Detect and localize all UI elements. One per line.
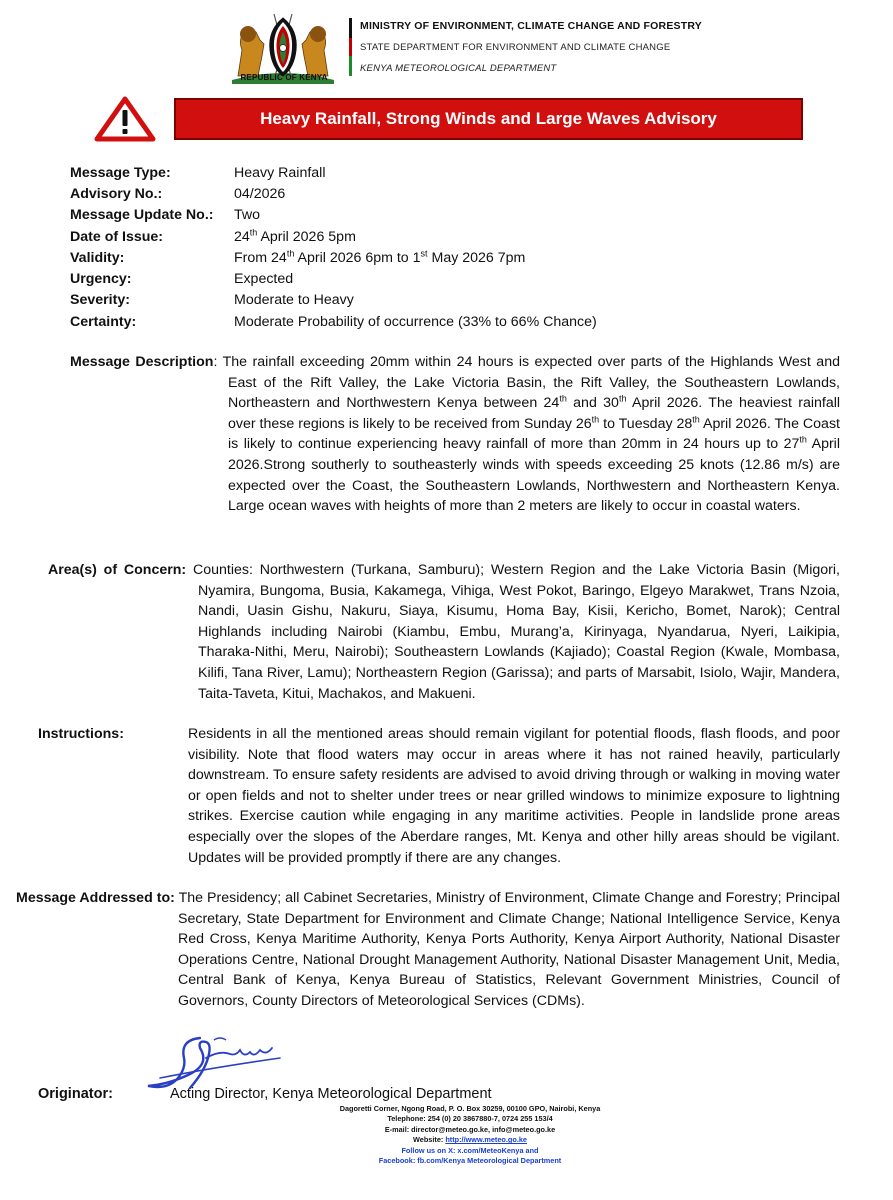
footer-email: E-mail: director@meteo.go.ke, info@meteo.go.ke: [384, 1124, 556, 1134]
ministry-name: MINISTRY OF ENVIRONMENT, CLIMATE CHANGE AND FORESTRY: [360, 20, 702, 32]
meta-value: 24th April 2026 5pm: [234, 226, 356, 245]
meta-value: From 24th April 2026 6pm to 1st May 2026 7pm: [234, 248, 526, 266]
originator-label: Originator:: [38, 1086, 113, 1102]
footer-follow-x: Follow us on X: x.com/MeteoKenya and: [401, 1145, 539, 1155]
instructions-text: Residents in all the mentioned areas should remain vigilant for potential floods, flash floods, and poor visibility. Note that flood waters may occur in areas where it has not rained heavily, particularly downstream. To ensure safety residents are advised to avoid driving through or walking in moving water or open fields and not to shelter under trees or near grilled windows to minimize exposure to lightning strikes. Exercise caution while engaging in any maritime activities. People in landslide prone areas especially over the slopes of the Aberdare ranges, Mt. Kenya and other hilly areas should be vigilant. Updates will be provided promptly if there are any changes.: [188, 726, 840, 866]
contact-footer: [270, 1104, 670, 1166]
header-bar-green: [349, 56, 352, 76]
description-label: Message Description: [70, 354, 214, 370]
meta-value: Expected: [234, 271, 294, 288]
areas-label: Area(s) of Concern:: [48, 562, 187, 578]
addressed-text: The Presidency; all Cabinet Secretaries, Ministry of Environment, Climate Change and Forestry; Principal Secretary, State Department for Environment and Climate Change; National Intelligence Service, Kenya Red Cross, Kenya Maritime Authority, Kenya Ports Authority, Kenya Airport Authority, National Disaster Operations Centre, National Drought Management Authority, National Disaster Management Unit, Media, Central Bank of Kenya, Kenya Bureau of Statistics, Relevant Government Ministries, Council of Governors, County Directors of Meteorological Services (CDMs).: [178, 890, 840, 1009]
header-bar-red: [349, 38, 352, 56]
meta-label: Date of Issue:: [70, 228, 164, 245]
meta-label: Urgency:: [70, 271, 132, 288]
header-bar-black: [349, 18, 352, 38]
description-text: : The rainfall exceeding 20mm within 24 hours is expected over parts of the Highlands West and East of the Rift Valley, the Lake Victoria Basin, the Rift Valley, the Southeastern Lowlands, Northeastern and Northwestern Kenya between 24th and 30th April 2026. The heaviest rainfall over these regions is likely to be received from Sunday 26th to Tuesday 28th April 2026. The Coast is likely to continue experiencing heavy rainfall of more than 20mm in 24 hours up to 27th April 2026.Strong southerly to southeasterly winds with speeds exceeding 25 knots (12.86 m/s) are expected over the Coast, the Southeastern Lowlands, Northwestern and Northeastern Kenya. Large ocean waves with heights of more than 2 meters are likely to occur in coastal waters.: [213, 354, 841, 515]
footer-telephone: Telephone: 254 (0) 20 3867880-7, 0724 255 153/4: [387, 1114, 553, 1124]
advisory-title: Heavy Rainfall, Strong Winds and Large Waves Advisory: [260, 109, 717, 128]
message-addressed-to: [16, 888, 840, 1012]
meta-row-date-of-issue: [70, 226, 830, 247]
department-name: KENYA METEOROLOGICAL DEPARTMENT: [360, 63, 557, 74]
emblem-caption: REPUBLIC OF KENYA: [240, 73, 328, 82]
originator-text: Acting Director, Kenya Meteorological Department: [170, 1086, 492, 1102]
state-department-name: STATE DEPARTMENT FOR ENVIRONMENT AND CLIMATE CHANGE: [360, 42, 671, 53]
advisory-title-banner: [174, 98, 803, 140]
meta-value: Two: [234, 207, 261, 224]
warning-triangle-icon: [94, 96, 156, 142]
meta-row-message-type: [70, 162, 830, 183]
instructions-label: Instructions:: [38, 726, 124, 742]
meta-row-validity: [70, 247, 830, 268]
footer-website: Website: http://www.meteo.go.ke: [413, 1135, 527, 1145]
areas-of-concern: [48, 560, 840, 704]
meta-label: Message Update No.:: [70, 207, 214, 224]
meta-label: Validity:: [70, 249, 125, 266]
advisory-meta: [70, 162, 830, 332]
areas-text: Counties: Northwestern (Turkana, Samburu); Western Region and the Lake Victoria Basin (Migori, Nyamira, Bungoma, Busia, Kakamega, Vihiga, West Pokot, Baringo, Elgeyo Marakwet, Trans Nzoia, Nandi, Uasin Gishu, Nakuru, Siaya, Kisumu, Homa Bay, Kisii, Kericho, Bomet, Narok); Central Highlands including Nairobi (Kiambu, Embu, Murang’a, Kirinyaga, Nyandarua, Nyeri, Laikipia, Tharaka-Nithi, Meru, Nairobi); Southeastern Lowlands (Kajiado); Coastal Region (Kwale, Mombasa, Kilifi, Tana River, Lamu); Northeastern Region (Garissa); and parts of Marsabit, Isiolo, Wajir, Mandera, Taita-Taveta, Kitui, Machakos, and Makueni.: [192, 562, 841, 702]
meta-label: Certainty:: [70, 313, 137, 330]
footer-address: Dagoretti Corner, Ngong Road, P. O. Box 30259, 00100 GPO, Nairobi, Kenya: [339, 1104, 601, 1113]
website-link[interactable]: http://www.meteo.go.ke: [445, 1135, 527, 1145]
meta-value: Heavy Rainfall: [234, 164, 326, 181]
meta-value: Moderate to Heavy: [234, 292, 354, 309]
meta-row-urgency: [70, 268, 830, 289]
message-description: [70, 352, 840, 517]
meta-row-advisory-no: [70, 183, 830, 204]
meta-row-severity: [70, 290, 830, 311]
footer-follow-facebook: Facebook: fb.com/Kenya Meteorological Department: [378, 1156, 562, 1166]
meta-row-update-no: [70, 205, 830, 226]
addressed-label: Message Addressed to:: [16, 890, 175, 906]
meta-label: Advisory No.:: [70, 185, 163, 202]
meta-label: Severity:: [70, 292, 130, 309]
meta-value: Moderate Probability of occurrence (33% to 66% Chance): [234, 313, 597, 330]
meta-row-certainty: [70, 311, 830, 332]
meta-value: 04/2026: [234, 185, 286, 202]
meta-label: Message Type:: [70, 164, 171, 181]
